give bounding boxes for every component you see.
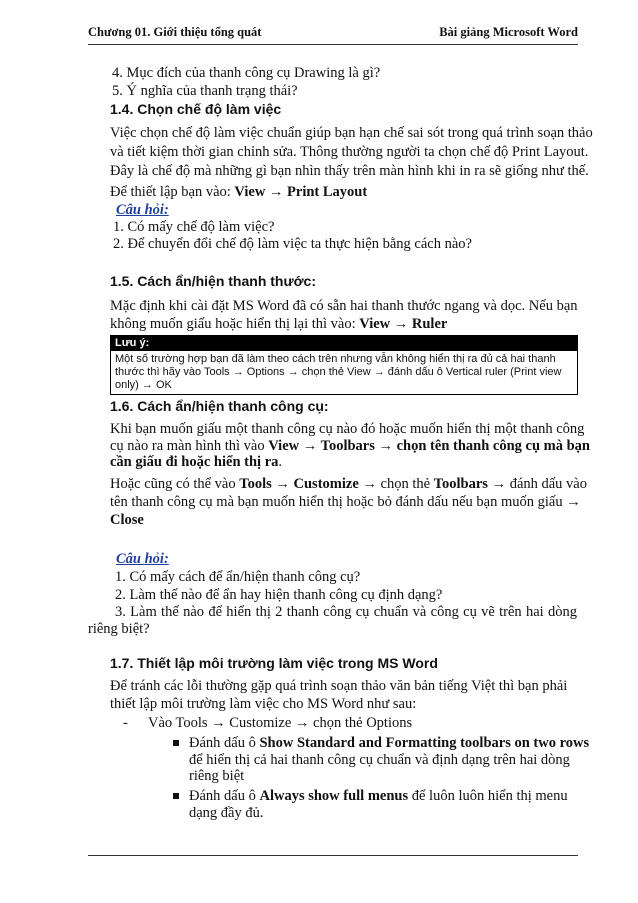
bullet-square-icon bbox=[173, 793, 179, 799]
s17-bullet-1-line-2: để hiển thị cả hai thanh công cụ chuẩn và định dạng trên hai dòng bbox=[189, 752, 570, 768]
s15-line-2-prefix: không muốn giấu hoặc hiển thị lại thì vào: bbox=[110, 316, 360, 332]
s17-bullet-2-line-2: dạng đầy đủ. bbox=[189, 805, 264, 821]
s16-question-2: 2. Làm thế nào để ẩn hay hiện thanh công cụ định dạng? bbox=[115, 587, 443, 603]
note-line-2: thước thì hãy vào Tools → Options → chọn thẻ View → đánh dấu ô Vertical ruler (Print view bbox=[115, 366, 562, 378]
s16-p2-a: Hoặc cũng có thể vào bbox=[110, 476, 240, 492]
s17-b1-prefix: Đánh dấu ô bbox=[189, 735, 260, 751]
header-left: Chương 01. Giới thiệu tổng quát bbox=[88, 25, 262, 39]
s14-line-3: Đây là chế độ mà những gì bạn nhìn thấy trên màn hình khi in ra sẽ giống như thế. bbox=[110, 163, 589, 179]
bullet-square-icon bbox=[173, 740, 179, 746]
s16-p2-b: Tools bbox=[239, 476, 272, 492]
s17-b2-prefix: Đánh dấu ô bbox=[189, 788, 260, 804]
s16-p2-f: Toolbars bbox=[433, 476, 488, 492]
s16-p1-line-2-prefix: cụ nào ra màn hình thì vào bbox=[110, 438, 269, 454]
s17-line-1: Để tránh các lỗi thường gặp quá trình soạn thảo văn bản tiếng Việt thì bạn phải bbox=[110, 678, 568, 694]
s16-p2-c: → bbox=[271, 476, 294, 492]
section-1-5-title: 1.5. Cách ẩn/hiện thanh thước: bbox=[110, 273, 317, 289]
s15-line-2 bbox=[110, 315, 447, 334]
section-1-6-title: 1.6. Cách ẩn/hiện thanh công cụ: bbox=[110, 398, 329, 414]
s16-question-label: Câu hỏi: bbox=[116, 551, 169, 567]
s15-line-2-bold: View → Ruler bbox=[359, 316, 448, 332]
s14-question-1: 1. Có mấy chế độ làm việc? bbox=[113, 219, 275, 235]
s16-p2-g: → đánh dấu vào bbox=[487, 476, 587, 492]
s16-question-1: 1. Có mấy cách để ẩn/hiện thanh công cụ? bbox=[115, 569, 361, 585]
s17-bullet-1-line-3: riêng biệt bbox=[189, 768, 245, 784]
s14-line-1: Việc chọn chế độ làm việc chuẩn giúp bạn hạn chế sai sót trong quá trình soạn thảo bbox=[110, 125, 593, 141]
s16-p1-line-3-suffix: . bbox=[278, 454, 283, 470]
s14-question-label: Câu hỏi: bbox=[116, 202, 169, 218]
s15-line-1: Mặc định khi cài đặt MS Word đã có sẵn hai thanh thước ngang và dọc. Nếu bạn bbox=[110, 298, 578, 314]
s17-line-2: thiết lập môi trường làm việc cho MS Word như sau: bbox=[110, 696, 417, 712]
s16-p2-line-2: tên thanh công cụ mà bạn muốn hiển thị hoặc bỏ đánh dấu nếu bạn muốn giấu → bbox=[110, 494, 581, 510]
s14-path-bold: View → Print Layout bbox=[234, 184, 368, 200]
note-box bbox=[110, 335, 578, 395]
s16-question-3-cont: riêng biệt? bbox=[88, 621, 150, 637]
s16-p2-d: Customize bbox=[293, 476, 359, 492]
s17-b2-suffix: để luôn luôn hiển thị menu bbox=[408, 788, 568, 804]
s14-question-2: 2. Để chuyển đổi chế độ làm việc ta thực hiện bằng cách nào? bbox=[113, 236, 472, 252]
footer-rule bbox=[88, 855, 578, 856]
s17-b1-bold: Show Standard and Formatting toolbars on two rows bbox=[259, 735, 590, 751]
section-1-7-title: 1.7. Thiết lập môi trường làm việc trong MS Word bbox=[110, 655, 438, 671]
note-body bbox=[111, 351, 577, 394]
s14-path-prefix: Để thiết lập bạn vào: bbox=[110, 184, 235, 200]
note-line-3: only) → OK bbox=[115, 379, 172, 391]
s16-p2-line-1 bbox=[110, 475, 587, 494]
note-line-1: Một số trường hợp bạn đã làm theo cách trên nhưng vẫn không hiển thị ra đủ cả hai thanh bbox=[115, 353, 556, 365]
header-right: Bài giảng Microsoft Word bbox=[439, 25, 578, 39]
s16-p1-line-3 bbox=[110, 453, 282, 472]
s16-p1-line-2-bold: View → Toolbars → chọn tên thanh công cụ mà bạn bbox=[268, 438, 590, 454]
s17-dash: - bbox=[123, 715, 128, 731]
s16-p2-line-3: Close bbox=[110, 512, 144, 528]
s16-p1-line-1: Khi bạn muốn giấu một thanh công cụ nào đó hoặc muốn hiển thị một thanh công bbox=[110, 421, 585, 437]
s14-path bbox=[110, 183, 367, 202]
s17-dash-item: Vào Tools → Customize → chọn thẻ Options bbox=[148, 715, 413, 731]
s17-b2-bold: Always show full menus bbox=[259, 788, 409, 804]
s16-p1-line-3-bold: cần giấu đi hoặc hiển thị ra bbox=[110, 454, 279, 470]
note-label: Lưu ý: bbox=[111, 336, 577, 351]
s16-question-3: 3. Làm thế nào để hiển thị 2 thanh công cụ chuẩn và công cụ vẽ trên hai dòng bbox=[115, 604, 577, 620]
section-1-4-title: 1.4. Chọn chế độ làm việc bbox=[110, 101, 282, 117]
s16-p2-e: → chọn thẻ bbox=[358, 476, 434, 492]
header-rule bbox=[88, 44, 578, 45]
s14-line-2: và tiết kiệm thời gian chỉnh sửa. Thông thường người ta chọn chế độ Print Layout. bbox=[110, 144, 589, 160]
question-5: 5. Ý nghĩa của thanh trạng thái? bbox=[112, 83, 298, 99]
question-4: 4. Mục đích của thanh công cụ Drawing là gì? bbox=[112, 65, 381, 81]
